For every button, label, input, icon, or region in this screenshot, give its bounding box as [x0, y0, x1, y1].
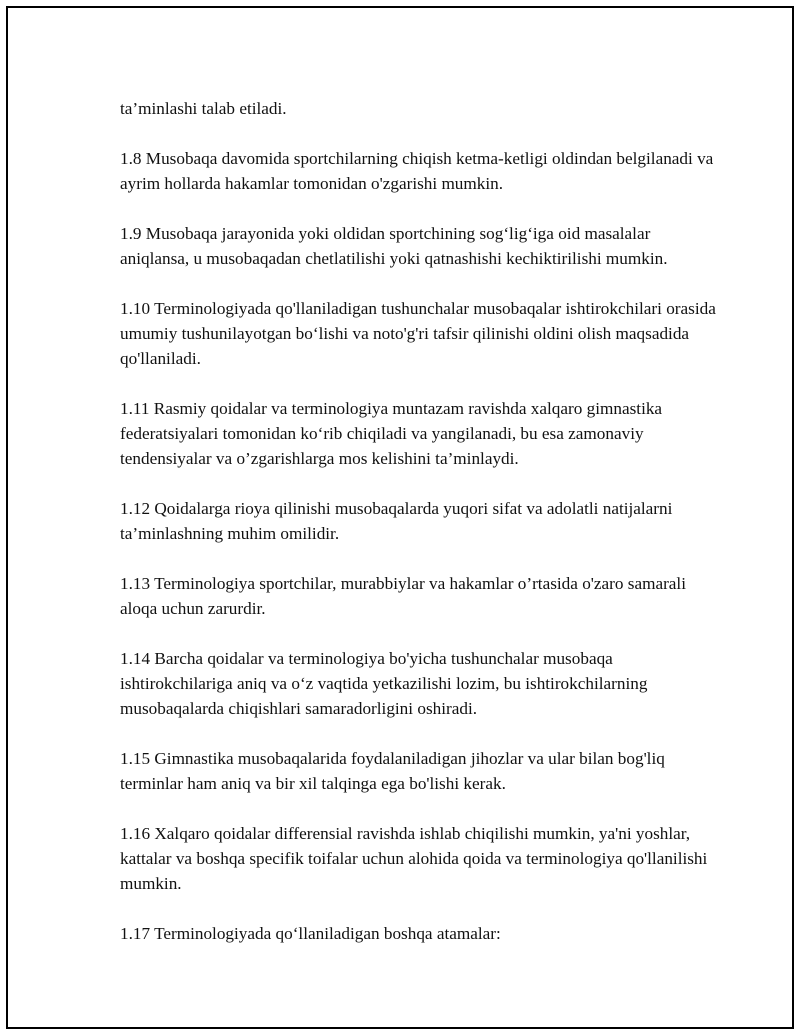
- paragraph-1-14: 1.14 Barcha qoidalar va terminologiya bo'yicha tushunchalar musobaqa ishtirokchilariga aniq va o‘z vaqtida yetkazilishi lozim, bu ishtirokchilarning musobaqalarda chiqishlari samaradorligini oshiradi.: [120, 649, 648, 718]
- paragraph-continuation: ta’minlashi talab etiladi.: [120, 99, 287, 118]
- paragraph-1-12: 1.12 Qoidalarga rioya qilinishi musobaqalarda yuqori sifat va adolatli natijalarni ta’minlashning muhim omilidir.: [120, 499, 673, 543]
- paragraph-1-13: 1.13 Terminologiya sportchilar, murabbiylar va hakamlar o’rtasida o'zaro samarali aloqa uchun zarurdir.: [120, 574, 686, 618]
- paragraph-1-17: 1.17 Terminologiyada qo‘llaniladigan boshqa atamalar:: [120, 924, 501, 943]
- paragraph-1-11: 1.11 Rasmiy qoidalar va terminologiya muntazam ravishda xalqaro gimnastika federatsiyalari tomonidan ko‘rib chiqiladi va yangilanadi, bu esa zamonaviy tendensiyalar va o’zgarishlarga mos kelishini ta’minlaydi.: [120, 399, 663, 468]
- paragraph-1-9: 1.9 Musobaqa jarayonida yoki oldidan sportchining sog‘lig‘iga oid masalalar aniqlansa, u musobaqadan chetlatilishi yoki qatnashishi kechiktirilishi mumkin.: [120, 224, 668, 268]
- document-body: [120, 96, 720, 971]
- paragraph-1-16: 1.16 Xalqaro qoidalar differensial ravishda ishlab chiqilishi mumkin, ya'ni yoshlar, kattalar va boshqa specifik toifalar uchun alohida qoida va terminologiya qo'llanilishi mumkin.: [120, 824, 708, 893]
- paragraph-1-8: 1.8 Musobaqa davomida sportchilarning chiqish ketma-ketligi oldindan belgilanadi va ayrim hollarda hakamlar tomonidan o'zgarishi mumkin.: [120, 149, 714, 193]
- document-page: [6, 6, 794, 1029]
- paragraph-1-15: 1.15 Gimnastika musobaqalarida foydalaniladigan jihozlar va ular bilan bog'liq terminlar ham aniq va bir xil talqinga ega bo'lishi kerak.: [120, 749, 665, 793]
- paragraph-1-10: 1.10 Terminologiyada qo'llaniladigan tushunchalar musobaqalar ishtirokchilari orasida umumiy tushunilayotgan bo‘lishi va noto'g'ri tafsir qilinishi oldini olish maqsadida qo'llaniladi.: [120, 299, 716, 368]
